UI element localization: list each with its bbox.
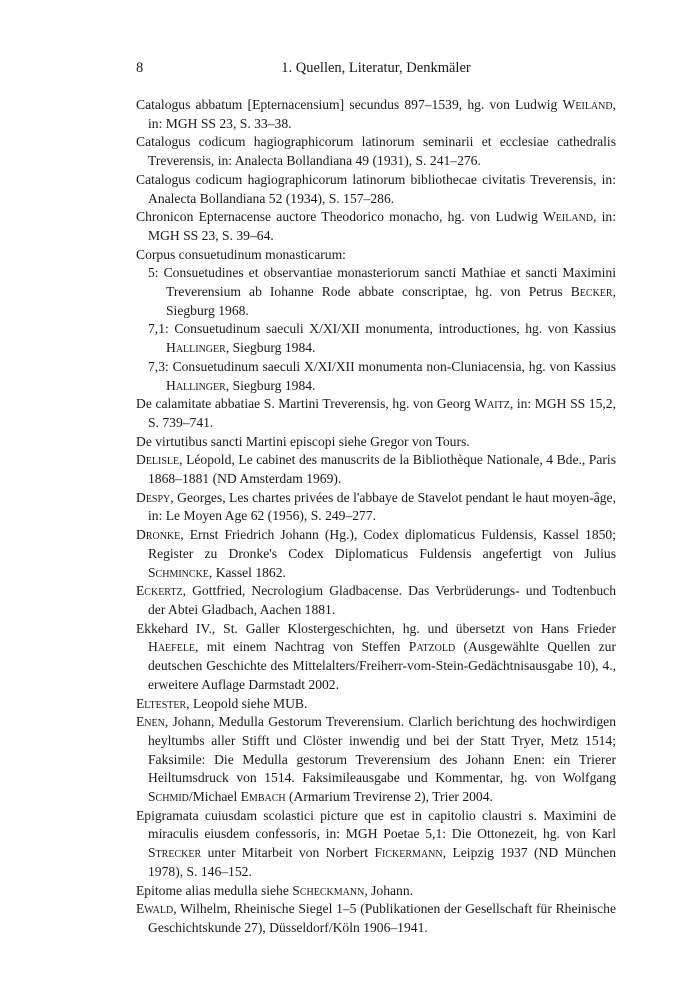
entry-text: , Siegburg 1984. (225, 340, 316, 356)
entry-text: unter Mitarbeit von Norbert (201, 845, 375, 861)
entry-text: 5: Consuetudines et observantiae monasteriorum sancti Mathiae et sancti Maximini Treverensium ab Iohanne Rode abbate conscriptae, hg. von Petrus (148, 265, 616, 300)
bibliography-entry (136, 882, 616, 901)
author-name: Hallinger (166, 377, 226, 393)
author-name: Eltester (136, 695, 187, 711)
entry-text: Catalogus codicum hagiographicorum latinorum bibliothecae civitatis Treverensis, in: Analecta Bollandiana 52 (1934), S. 157–286. (136, 171, 616, 206)
author-name: Scheckmann (292, 882, 365, 898)
bibliography-entry (136, 395, 616, 432)
author-name: Strecker (148, 845, 202, 861)
entry-text: 7,1: Consuetudinum saeculi X/XI/XII monumenta, introductiones, hg. von Kassius (148, 321, 616, 337)
author-name: Enen (136, 714, 165, 730)
entry-text: Ekkehard IV., St. Galler Klostergeschichten, hg. und übersetzt von Hans Frieder (136, 620, 616, 636)
bibliography-subentry (136, 358, 616, 395)
author-name: Waitz (474, 396, 510, 412)
entry-text: , in: MGH SS 23, S. 33–38. (148, 97, 616, 131)
running-head: 1. Quellen, Literatur, Denkmäler (281, 60, 471, 76)
author-name: Fickermann (374, 845, 443, 861)
author-name: Eckertz (136, 583, 183, 599)
author-name: Embach (240, 789, 286, 805)
author-name: Ewald (136, 901, 174, 917)
entry-text: Epigramata cuiusdam scolastici picture que est in capitolio claustri s. Maximini de miraculis eiusdem confessoris, in: MGH Poetae 5,1: Die Ottonezeit, hg. von Karl (136, 807, 616, 842)
entry-text: , Leipzig 1937 (ND München 1978), S. 146–152. (148, 845, 616, 879)
entry-text: , in: MGH SS 15,2, S. 739–741. (148, 396, 616, 430)
author-name: Patzold (408, 639, 456, 655)
entry-text: Catalogus codicum hagiographicorum latinorum seminarii et ecclesiae cathedralis Treverensis, in: Analecta Bollandiana 49 (1931), S. 241–276. (136, 134, 616, 169)
entry-text: Corpus consuetudinum monasticarum: (136, 246, 346, 262)
bibliography-entry (136, 171, 616, 208)
entry-text: , mit einem Nachtrag von Steffen (195, 639, 409, 655)
entry-text: , Gottfried, Necrologium Gladbacense. Das Verbrüderungs- und Todtenbuch der Abtei Gladbach, Aachen 1881. (148, 583, 616, 617)
bibliography-entry (136, 96, 616, 133)
bibliography-subentry (136, 320, 616, 357)
author-name: Schmid (148, 789, 189, 805)
bibliography-list (136, 96, 616, 938)
author-name: Hallinger (166, 340, 226, 356)
entry-text: , Georges, Les chartes privées de l'abbaye de Stavelot pendant le haut moyen-âge, in: Le Moyen Age 62 (1956), S. 249–277. (148, 489, 616, 524)
entry-text: (Armarium Trevirense 2), Trier 2004. (285, 789, 493, 805)
entry-text: Catalogus abbatum [Epternacensium] secundus 897–1539, hg. von Ludwig (136, 97, 563, 112)
bibliography-entry (136, 900, 616, 937)
bibliography-entry (136, 695, 616, 714)
author-name: Dronke (136, 527, 181, 543)
entry-text: , Wilhelm, Rheinische Siegel 1–5 (Publikationen der Gesellschaft für Rheinische Geschichtskunde 27), Düsseldorf/Köln 1906–1941. (148, 901, 616, 935)
bibliography-entry (136, 713, 616, 807)
bibliography-entry (136, 208, 616, 245)
entry-text: , Ernst Friedrich Johann (Hg.), Codex diplomaticus Fuldensis, Kassel 1850; Register zu Dronke's Codex Diplomaticus Fuldensis angefertigt von Julius (148, 527, 616, 561)
author-name: Becker (570, 284, 613, 300)
entry-text: , Johann. (364, 882, 414, 898)
bibliography-entry (136, 246, 616, 265)
entry-text: , Johann, Medulla Gestorum Treverensium. Clarlich berichtung des hochwirdigen heyltumbs aller Stifft und Clöster inwendig und bei der Statt Tryer, Metz 1514; Faksimile: Die Medulla gestorum Treverensium des Johann Enen: ein Trierer Heiltumsdruck von 1514. Faksimileausgabe und Kommentar, hg. von Wolfgang (148, 714, 616, 786)
bibliography-entry (136, 526, 616, 582)
author-name: Weiland (562, 97, 613, 112)
entry-text: Epitome alias medulla siehe (136, 882, 293, 898)
author-name: Schmincke (148, 564, 209, 580)
entry-text: (Ausgewählte Quellen zur deutschen Geschichte des Mittelalters/Freiherr-vom-Stein-Gedächtnisausgabe 10), 4., erweitere Auflage Darmstadt 2002. (148, 639, 616, 692)
entry-text: De calamitate abbatiae S. Martini Treverensis, hg. von Georg (136, 396, 475, 412)
entry-text: , Léopold, Le cabinet des manuscrits de la Bibliothèque Nationale, 4 Bde., Paris 1868–1881 (ND Amsterdam 1969). (148, 452, 616, 487)
page-header (136, 60, 616, 82)
author-name: Haefele (148, 639, 196, 655)
entry-text: , Leopold siehe MUB. (186, 695, 308, 711)
bibliography-entry (136, 807, 616, 882)
author-name: Despy (136, 489, 171, 505)
bibliography-entry (136, 620, 616, 695)
bibliography-entry (136, 451, 616, 488)
entry-text: /Michael (188, 789, 241, 805)
entry-text: Chronicon Epternacense auctore Theodorico monacho, hg. von Ludwig (136, 209, 543, 225)
bibliography-entry (136, 433, 616, 452)
bibliography-entry (136, 489, 616, 526)
bibliography-entry (136, 133, 616, 170)
entry-text: , Kassel 1862. (208, 564, 286, 580)
author-name: Weiland (542, 209, 594, 225)
entry-text: , Siegburg 1984. (225, 377, 316, 393)
bibliography-subentry (136, 264, 616, 320)
entry-text: , in: MGH SS 23, S. 39–64. (148, 209, 616, 243)
entry-text: , Siegburg 1968. (166, 284, 616, 318)
author-name: Delisle (136, 452, 180, 468)
entry-text: 7,3: Consuetudinum saeculi X/XI/XII monumenta non-Cluniacensia, hg. von Kassius (148, 358, 616, 374)
bibliography-entry (136, 582, 616, 619)
entry-text: De virtutibus sancti Martini episcopi siehe Gregor von Tours. (136, 433, 470, 449)
page-number: 8 (136, 60, 144, 76)
